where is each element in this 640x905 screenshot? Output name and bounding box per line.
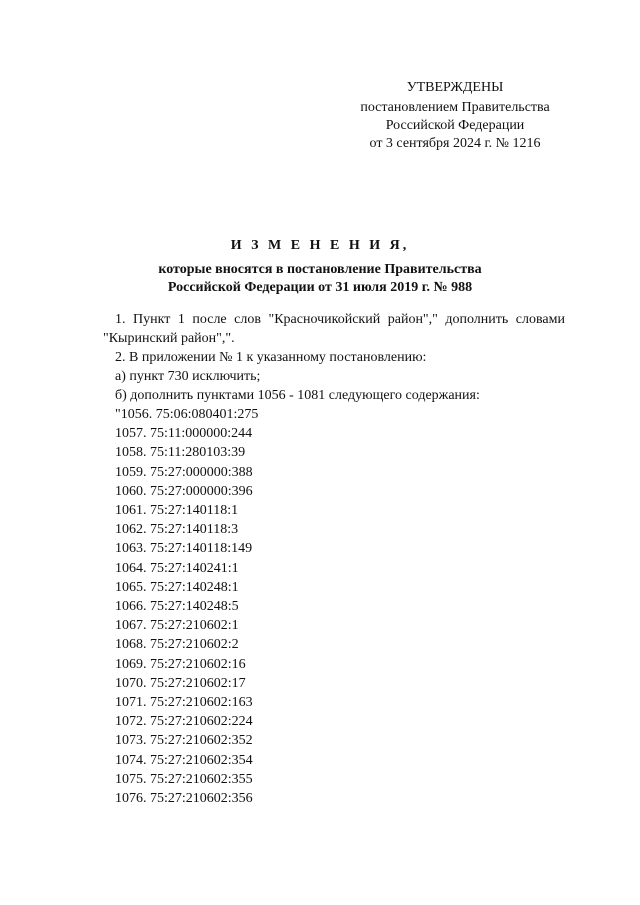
approval-line: постановлением Правительства (360, 100, 550, 115)
list-item: 1075. 75:27:210602:355 (115, 771, 253, 787)
list-item: 1065. 75:27:140248:1 (115, 579, 239, 595)
document-subtitle-line: Российской Федерации от 31 июля 2019 г. № 988 (167, 280, 473, 295)
document-title-block (110, 237, 530, 297)
list-item: 1074. 75:27:210602:354 (115, 752, 253, 768)
list-item: 1059. 75:27:000000:388 (115, 464, 253, 480)
list-item: 1069. 75:27:210602:16 (115, 656, 246, 672)
list-item: 1062. 75:27:140118:3 (115, 522, 239, 538)
list-item: 1066. 75:27:140248:5 (115, 599, 239, 615)
paragraph-1: 1. Пункт 1 после слов "Красночикойский район"," дополнить словами "Кыринский район",". (103, 312, 565, 346)
approval-line: от 3 сентября 2024 г. № 1216 (369, 136, 541, 151)
list-item: 1057. 75:11:000000:244 (115, 426, 253, 442)
item-b: б) дополнить пунктами 1056 - 1081 следующего содержания: (115, 388, 480, 403)
list-item: 1071. 75:27:210602:163 (115, 695, 253, 711)
document-body (103, 310, 565, 808)
approval-line: Российской Федерации (385, 118, 525, 133)
list-item: 1070. 75:27:210602:17 (115, 675, 246, 691)
list-item: 1063. 75:27:140118:149 (115, 541, 253, 557)
document-subtitle-line: которые вносятся в постановление Правительства (158, 262, 482, 277)
list-item: 1073. 75:27:210602:352 (115, 733, 253, 749)
document-title: И З М Е Н Е Н И Я, (230, 238, 410, 253)
list-item: 1067. 75:27:210602:1 (115, 618, 239, 634)
list-item: 1058. 75:11:280103:39 (115, 445, 246, 461)
approval-heading: УТВЕРЖДЕНЫ (406, 80, 504, 95)
list-item: 1068. 75:27:210602:2 (115, 637, 239, 653)
list-item: 1072. 75:27:210602:224 (115, 714, 253, 730)
list-item: 1060. 75:27:000000:396 (115, 483, 253, 499)
item-a: а) пункт 730 исключить; (115, 369, 261, 384)
entries-list (103, 405, 565, 808)
list-item: 1064. 75:27:140241:1 (115, 560, 239, 576)
list-item: "1056. 75:06:080401:275 (115, 407, 259, 422)
list-item: 1061. 75:27:140118:1 (115, 503, 239, 519)
approval-stamp (330, 79, 580, 153)
list-item: 1076. 75:27:210602:356 (115, 791, 253, 807)
paragraph-2: 2. В приложении № 1 к указанному постановлению: (115, 350, 427, 365)
